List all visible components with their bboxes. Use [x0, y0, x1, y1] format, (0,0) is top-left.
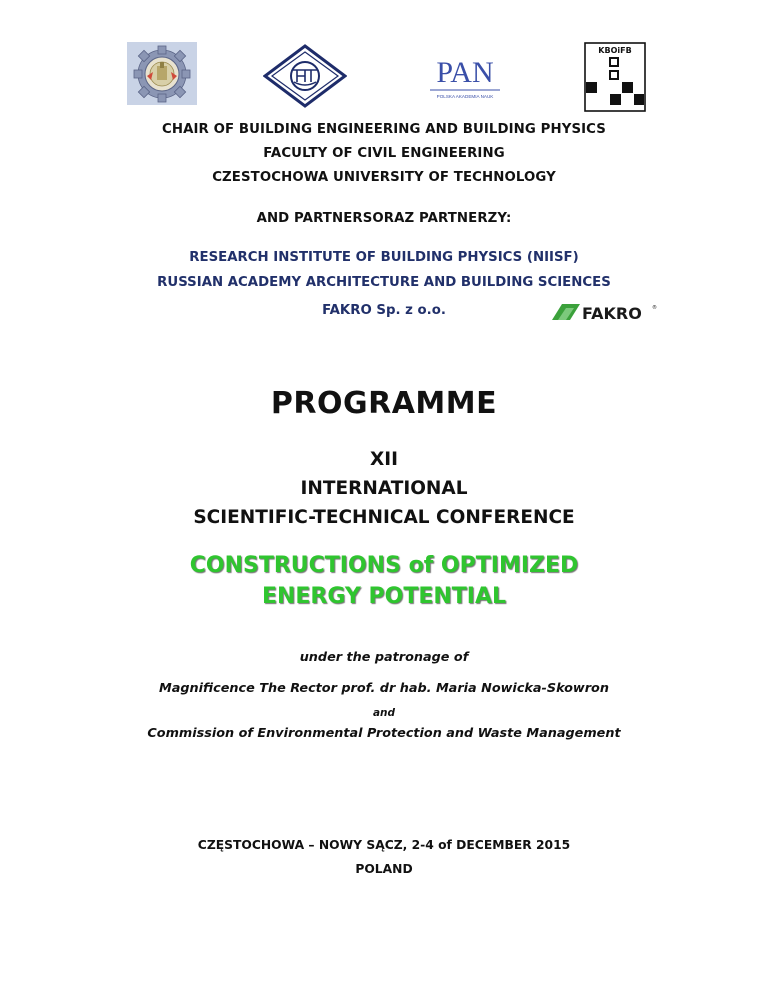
- partner-russian-academy: RUSSIAN ACADEMY ARCHITECTURE AND BUILDING SCIENCES: [157, 275, 611, 290]
- pan-academy-logo: [424, 52, 506, 102]
- fakro-logo: [552, 300, 660, 324]
- place-date: CZĘSTOCHOWA – NOWY SĄCZ, 2-4 of DECEMBER 2015: [197, 838, 571, 852]
- partner-niisf: RESEARCH INSTITUTE OF BUILDING PHYSICS (NIISF): [189, 250, 579, 265]
- patronage-intro: under the patronage of: [299, 650, 469, 665]
- logos-row: [0, 38, 768, 112]
- chair-line: CHAIR OF BUILDING ENGINEERING AND BUILDING PHYSICS: [162, 122, 606, 137]
- edition-number: XII: [369, 449, 399, 470]
- svg-text:®: ®: [652, 305, 657, 311]
- pan-logo-text: PAN: [436, 56, 494, 89]
- fakro-logo-text: FAKRO: [582, 304, 642, 323]
- country: POLAND: [355, 862, 413, 876]
- programme-title: PROGRAMME: [270, 386, 498, 421]
- fakro-row: [0, 300, 768, 324]
- conference-title-line1: CONSTRUCTIONS of OPTIMIZED: [189, 553, 579, 578]
- conference-line: SCIENTIFIC-TECHNICAL CONFERENCE: [193, 507, 575, 528]
- partners-heading: AND PARTNERSORAZ PARTNERZY:: [256, 211, 512, 226]
- conference-title-line2: ENERGY POTENTIAL: [261, 584, 507, 609]
- university-crest-logo: [127, 42, 197, 105]
- faculty-line: FACULTY OF CIVIL ENGINEERING: [263, 146, 505, 161]
- pan-logo-subtext: POLSKA AKADEMIA NAUK: [436, 94, 494, 99]
- kboifb-logo-text: KBOiFB: [598, 46, 632, 55]
- patronage-and: and: [372, 707, 396, 719]
- patronage-rector: Magnificence The Rector prof. dr hab. Maria Nowicka-Skowron: [159, 681, 609, 696]
- kboifb-logo: [584, 42, 646, 112]
- faculty-emblem-logo: [263, 44, 347, 108]
- international-line: INTERNATIONAL: [300, 478, 468, 499]
- patronage-commission: Commission of Environmental Protection and Waste Management: [147, 726, 621, 741]
- university-line: CZESTOCHOWA UNIVERSITY OF TECHNOLOGY: [212, 170, 556, 185]
- partner-fakro: FAKRO Sp. z o.o.: [322, 303, 446, 318]
